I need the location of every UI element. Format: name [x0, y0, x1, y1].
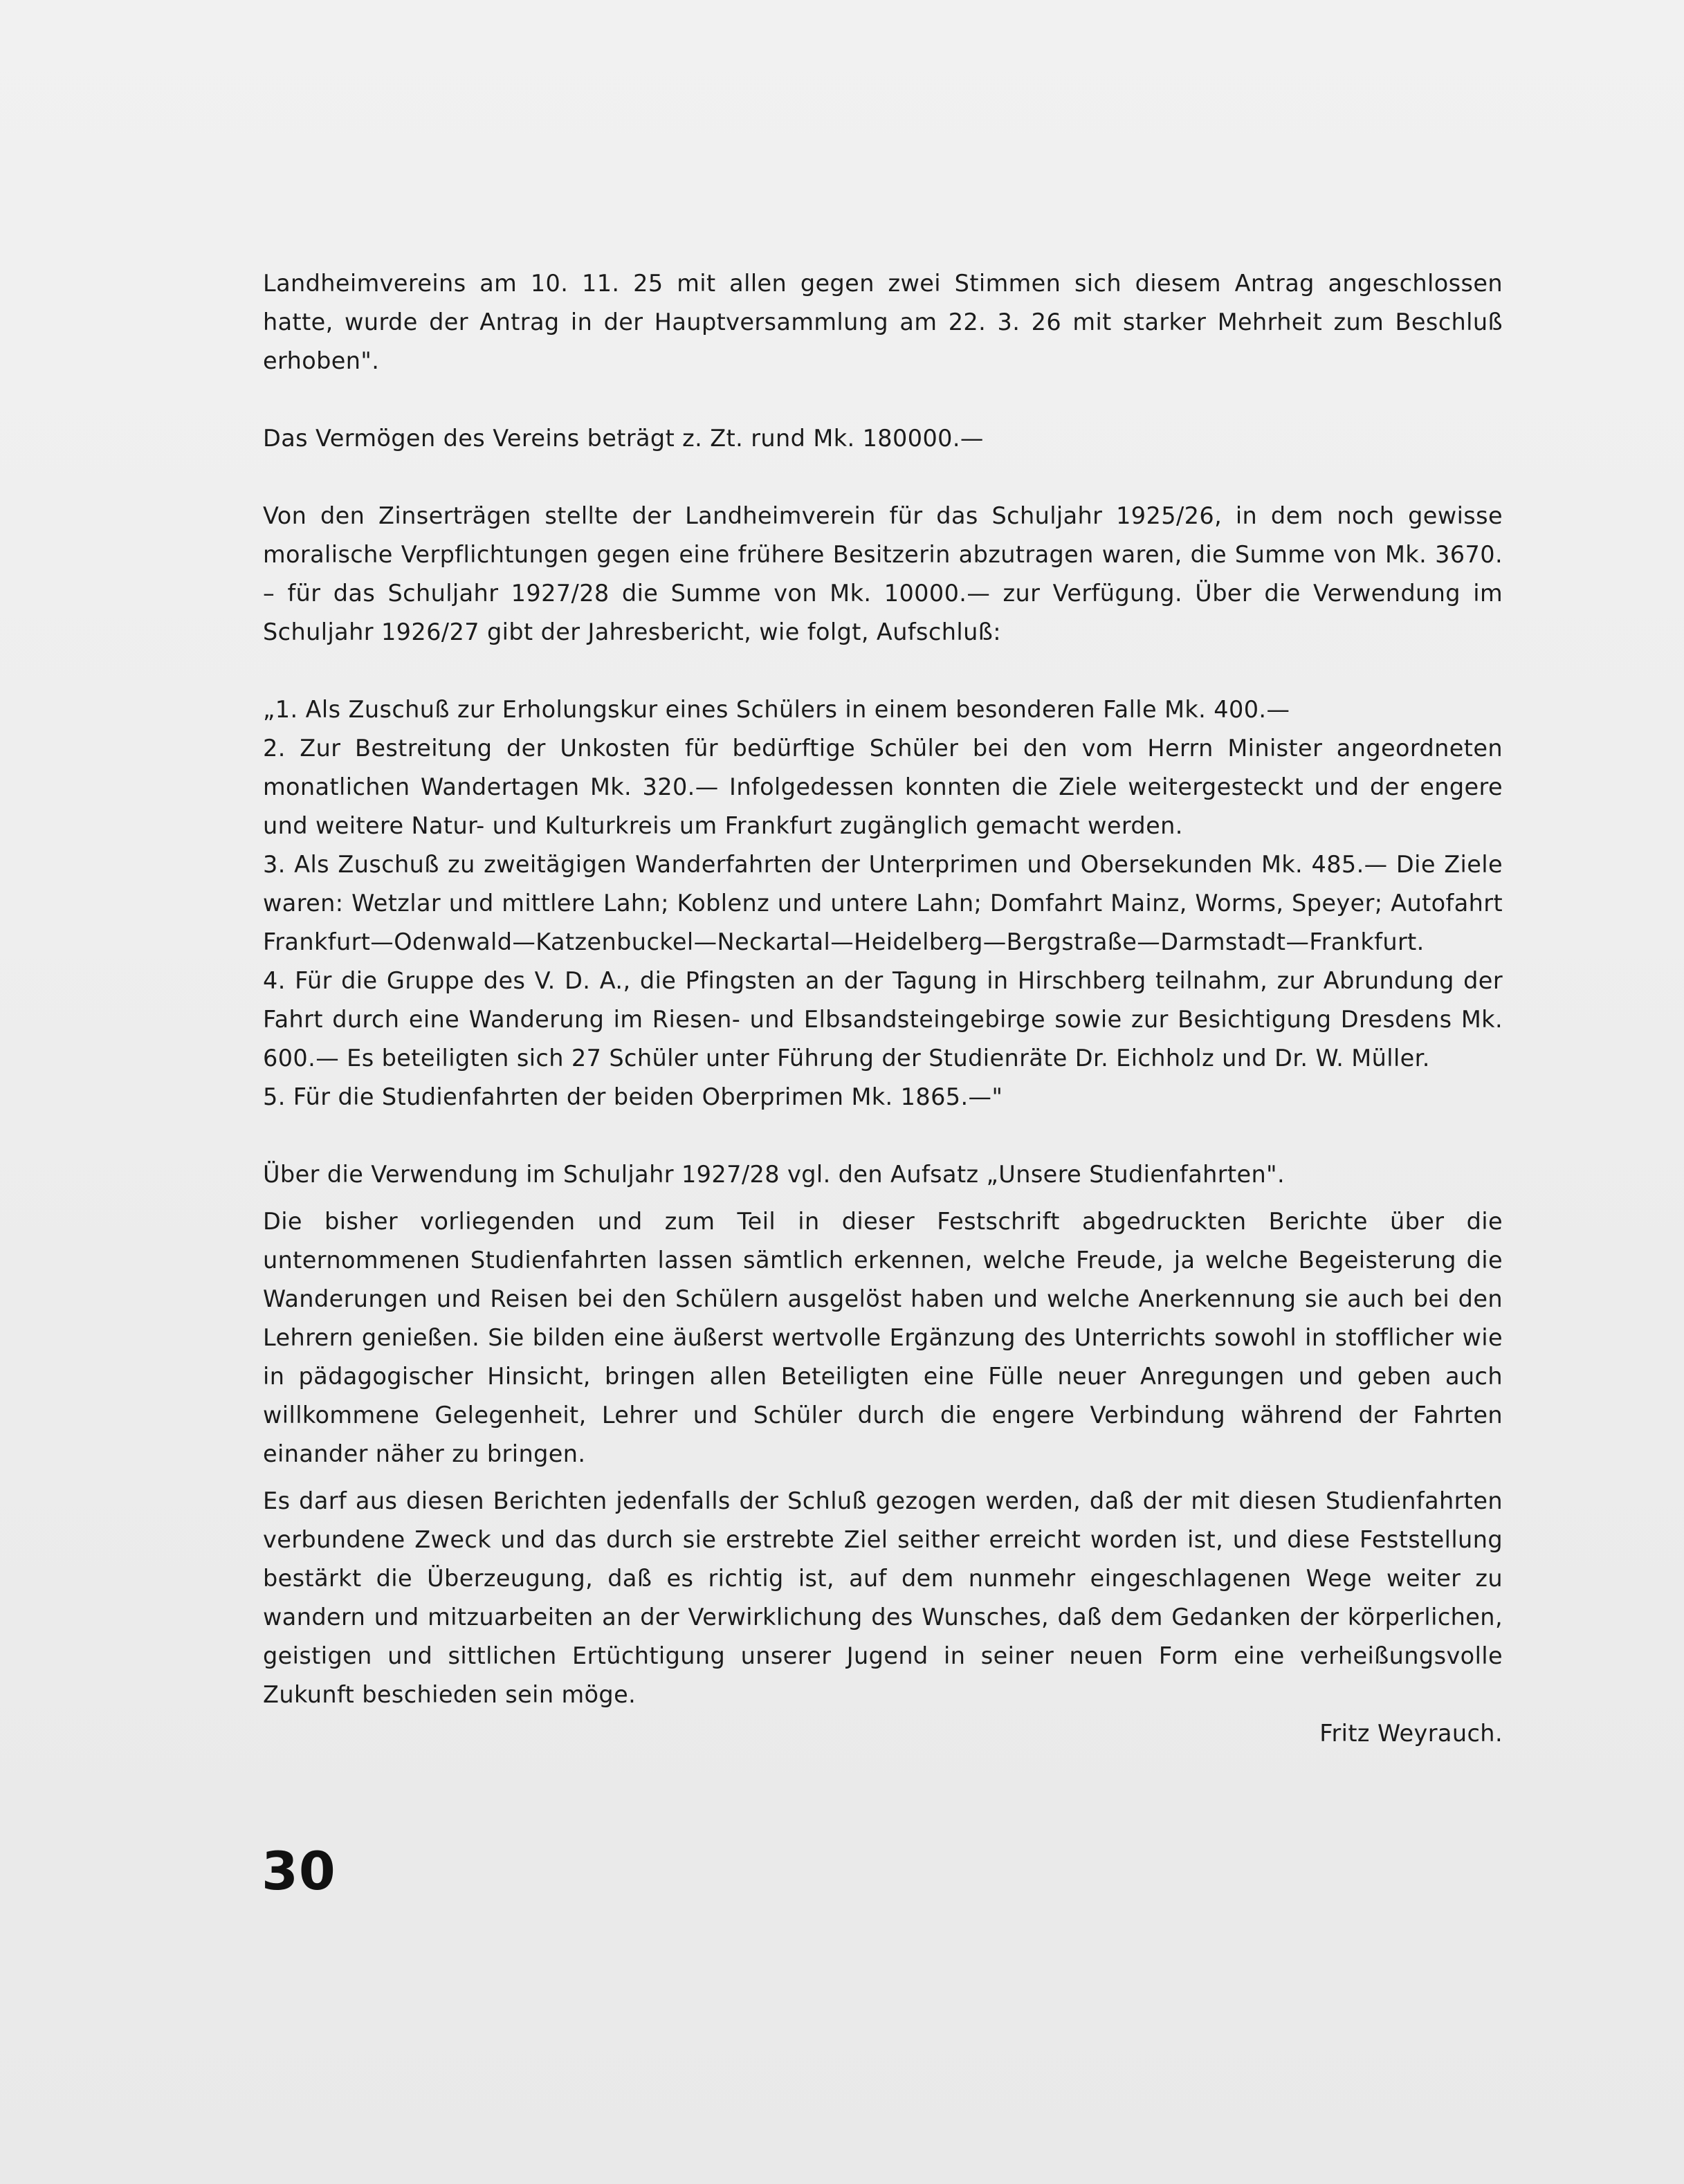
list-item-3: 3. Als Zuschuß zu zweitägigen Wanderfahrten der Unterprimen und Obersekunden Mk. 485.— Die Ziele waren: Wetzlar und mittlere Lahn; Koblenz und untere Lahn; Domfahrt Mainz, Worms, Speyer; Autofahrt Frankfurt—Odenwald—Katzenbuckel—Neckartal—Heidelberg—Bergstraße—Darmstadt—Frankfurt. [263, 851, 1503, 955]
list-item-4: 4. Für die Gruppe des V. D. A., die Pfingsten an der Tagung in Hirschberg teilnahm, zur Abrundung der Fahrt durch eine Wanderung im Riesen- und Elbsandsteingebirge sowie zur Besichtigung Dresdens Mk. 600.— Es beteiligten sich 27 Schüler unter Führung der Studienräte Dr. Eichholz und Dr. W. Müller. [263, 967, 1503, 1072]
intro-paragraph: Landheimvereins am 10. 11. 25 mit allen gegen zwei Stimmen sich diesem Antrag angeschlossen hatte, wurde der Antrag in der Hauptversammlung am 22. 3. 26 mit starker Mehrheit zum Beschluß erhoben". [263, 270, 1503, 374]
conclusion-paragraph: Es darf aus diesen Berichten jedenfalls der Schluß gezogen werden, daß der mit diesen Studienfahrten verbundene Zweck und das durch sie erstrebte Ziel seither erreicht worden ist, und diese Feststellung bestärkt die Überzeugung, daß es richtig ist, auf dem nunmehr eingeschlagenen Wege weiter zu wandern und mitzuarbeiten an der Verwirklichung des Wunsches, daß dem Gedanken der körperlichen, geistigen und sittlichen Ertüchtigung unserer Jugend in seiner neuen Form eine verheißungsvolle Zukunft beschieden sein möge. [263, 1487, 1503, 1708]
list-item-2: 2. Zur Bestreitung der Unkosten für bedürftige Schüler bei den vom Herrn Minister angeordneten monatlichen Wandertagen Mk. 320.— Infolgedessen konnten die Ziele weitergesteckt und der engere und weitere Natur- und Kulturkreis um Frankfurt zugänglich gemacht werden. [263, 735, 1503, 839]
reports-paragraph: Die bisher vorliegenden und zum Teil in dieser Festschrift abgedruckten Berichte über die unternommenen Studienfahrten lassen sämtlich erkennen, welche Freude, ja welche Begeisterung die Wanderungen und Reisen bei den Schülern ausgelöst haben und welche Anerkennung sie auch bei den Lehrern genießen. Sie bilden eine äußerst wertvolle Ergänzung des Unterrichts sowohl in stofflicher wie in pädagogischer Hinsicht, bringen allen Beteiligten eine Fülle neuer Anregungen und geben auch willkommene Gelegenheit, Lehrer und Schüler durch die engere Verbindung während der Fahrten einander näher zu bringen. [263, 1208, 1503, 1467]
expenditure-list [263, 690, 1503, 1117]
list-item-1: „1. Als Zuschuß zur Erholungskur eines Schülers in einem besonderen Falle Mk. 400.— [263, 696, 1290, 723]
assets-paragraph: Das Vermögen des Vereins beträgt z. Zt. rund Mk. 180000.— [263, 425, 984, 452]
body-text [263, 264, 1503, 1753]
list-item-5: 5. Für die Studienfahrten der beiden Oberprimen Mk. 1865.—" [263, 1083, 1003, 1110]
author-signature: Fritz Weyrauch. [1319, 1720, 1503, 1747]
page-number: 30 [262, 1840, 336, 1902]
reference-paragraph: Über die Verwendung im Schuljahr 1927/28 vgl. den Aufsatz „Unsere Studienfahrten". [263, 1161, 1285, 1188]
interest-paragraph: Von den Zinserträgen stellte der Landheimverein für das Schuljahr 1925/26, in dem noch gewisse moralische Verpflichtungen gegen eine frühere Besitzerin abzutragen waren, die Summe von Mk. 3670. – für das Schuljahr 1927/28 die Summe von Mk. 10000.— zur Verfügung. Über die Verwendung im Schuljahr 1926/27 gibt der Jahresbericht, wie folgt, Aufschluß: [263, 502, 1503, 645]
